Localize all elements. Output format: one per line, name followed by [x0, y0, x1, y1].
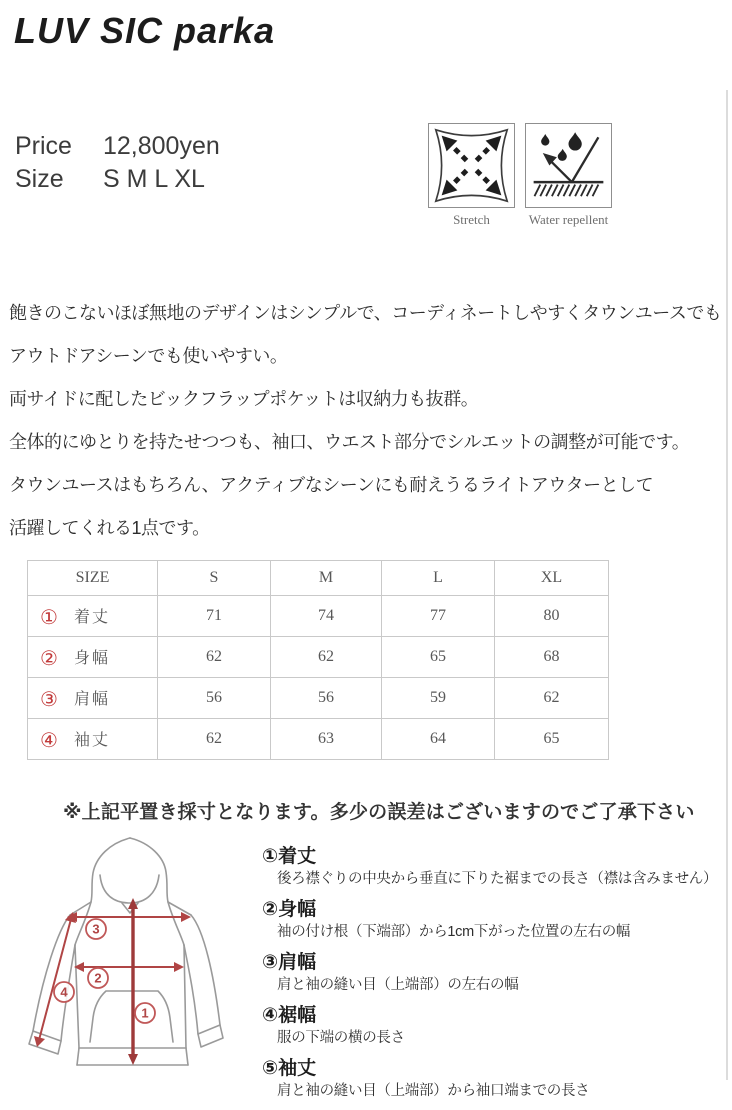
table-row [28, 719, 609, 760]
description-line: タウンユースはもちろん、アクティブなシーンにも耐えうるライトアウターとして [9, 475, 654, 495]
col-header-xl: XL [495, 561, 609, 596]
item-number: ④ [262, 1005, 279, 1026]
item-title: 肩幅 [278, 952, 317, 973]
item-title: 袖丈 [278, 1058, 317, 1079]
cell: 65 [382, 637, 495, 678]
row-label: 肩幅 [73, 690, 110, 708]
description-line: アウトドアシーンでも使いやすい。 [9, 346, 288, 366]
description-line: 飽きのこないほぼ無地のデザインはシンプルで、コーディネートしやすくタウンユースでも [9, 303, 722, 323]
cell: 56 [158, 678, 271, 719]
list-item [262, 1004, 727, 1048]
row-header [28, 596, 158, 637]
row-label: 身幅 [73, 649, 110, 667]
product-meta [15, 130, 220, 196]
cell: 77 [382, 596, 495, 637]
measurement-note: ※上記平置き採寸となります。多少の誤差はございますのでご了承下さい [63, 802, 695, 823]
list-item [262, 898, 727, 942]
stretch-icon [428, 123, 515, 208]
list-item [262, 951, 727, 995]
col-header-size: SIZE [28, 561, 158, 596]
table-row [28, 637, 609, 678]
cell: 64 [382, 719, 495, 760]
table-row [28, 596, 609, 637]
diagram-number-4: 4 [60, 984, 68, 1000]
item-number: ⑤ [262, 1058, 279, 1079]
water-repellent-icon [525, 123, 612, 208]
measurement-definitions [262, 845, 727, 1110]
cell: 63 [271, 719, 382, 760]
description-line: 両サイドに配したビックフラップポケットは収納力も抜群。 [9, 389, 479, 409]
item-number: ① [262, 846, 279, 867]
cell: 62 [271, 637, 382, 678]
description-line: 活躍してくれる1点です。 [9, 518, 210, 538]
row-header [28, 637, 158, 678]
circled-number: ④ [40, 727, 58, 752]
table-row [28, 678, 609, 719]
circled-number: ① [40, 604, 58, 629]
col-header-l: L [382, 561, 495, 596]
table-header-row [28, 561, 609, 596]
cell: 71 [158, 596, 271, 637]
photo-edge-line [726, 90, 728, 1080]
cell: 68 [495, 637, 609, 678]
row-header [28, 678, 158, 719]
cell: 62 [495, 678, 609, 719]
size-label: Size [15, 165, 64, 193]
circled-number: ③ [40, 686, 58, 711]
price-label: Price [15, 132, 72, 160]
cell: 80 [495, 596, 609, 637]
item-title: 身幅 [278, 899, 317, 920]
row-label: 袖丈 [73, 731, 110, 749]
price-row [15, 130, 220, 163]
feature-stretch [428, 123, 515, 228]
item-description: 後ろ襟ぐりの中央から垂直に下りた裾までの長さ（襟は含みません） [277, 871, 718, 887]
item-description: 袖の付け根（下端部）から1cm下がった位置の左右の幅 [277, 924, 631, 940]
diagram-number-1: 1 [141, 1005, 149, 1021]
size-chart-table [27, 560, 609, 760]
cell: 59 [382, 678, 495, 719]
cell: 65 [495, 719, 609, 760]
item-title: 着丈 [278, 846, 317, 867]
size-row [15, 163, 220, 196]
cell: 62 [158, 719, 271, 760]
stretch-label: Stretch [453, 212, 490, 227]
row-label: 着丈 [73, 608, 110, 626]
circled-number: ② [40, 645, 58, 670]
size-value: S M L XL [103, 165, 205, 193]
cell: 74 [271, 596, 382, 637]
cell: 56 [271, 678, 382, 719]
hoodie-measurement-diagram [18, 835, 263, 1080]
diagram-number-2: 2 [94, 970, 102, 986]
price-value: 12,800yen [103, 132, 220, 160]
item-description: 肩と袖の縫い目（上端部）の左右の幅 [277, 977, 519, 993]
product-description [9, 292, 731, 550]
item-number: ③ [262, 952, 279, 973]
row-header [28, 719, 158, 760]
list-item [262, 845, 727, 889]
page-title: LUV SIC parka [14, 10, 276, 51]
item-title: 裾幅 [278, 1005, 317, 1026]
item-number: ② [262, 899, 279, 920]
diagram-number-3: 3 [92, 921, 100, 937]
col-header-m: M [271, 561, 382, 596]
item-description: 服の下端の横の長さ [277, 1030, 405, 1046]
feature-icons [428, 123, 612, 228]
list-item [262, 1057, 727, 1101]
item-description: 肩と袖の縫い目（上端部）から袖口端までの長さ [277, 1083, 590, 1099]
description-line: 全体的にゆとりを持たせつつも、袖口、ウエスト部分でシルエットの調整が可能です。 [9, 432, 690, 452]
water-repellent-label: Water repellent [528, 212, 609, 227]
col-header-s: S [158, 561, 271, 596]
feature-water-repellent [525, 123, 612, 228]
cell: 62 [158, 637, 271, 678]
